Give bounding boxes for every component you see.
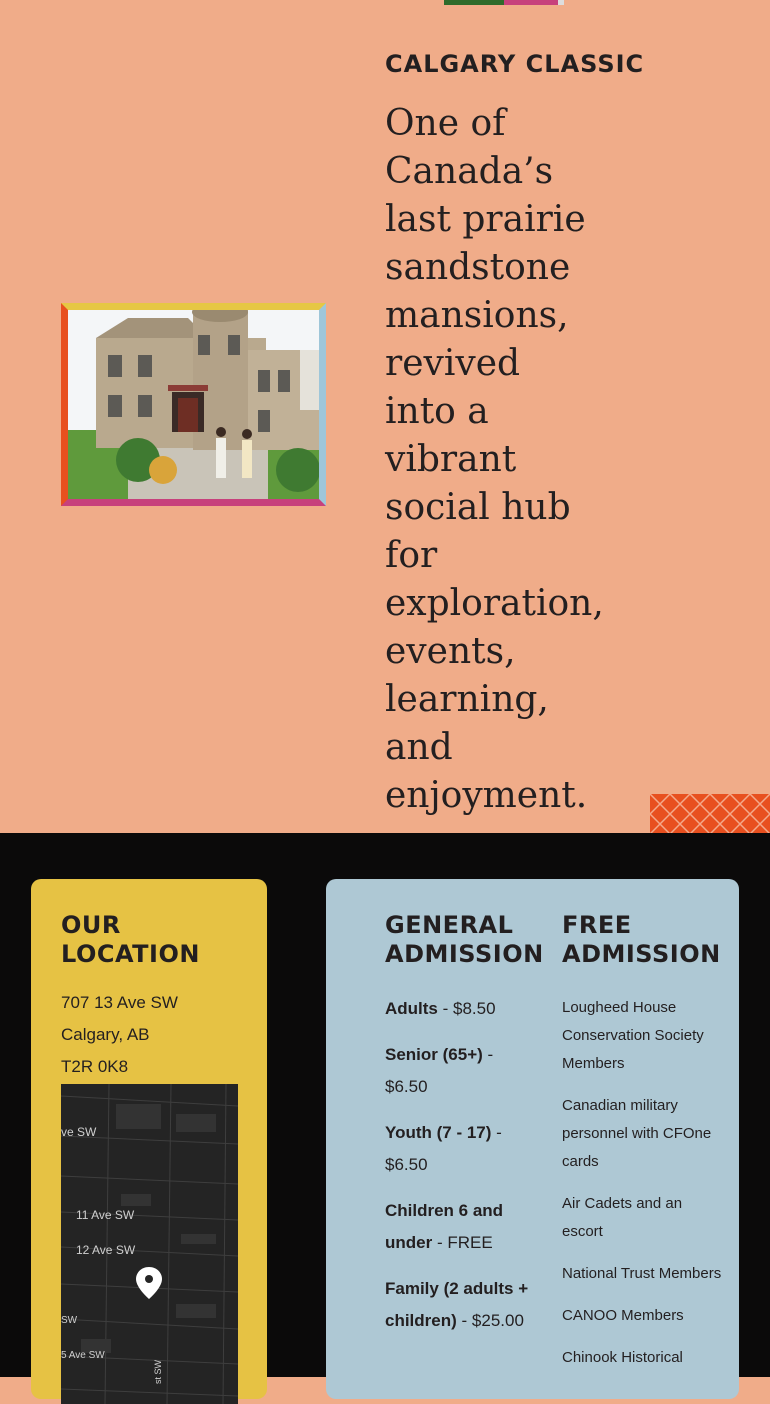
- general-admission-column: [385, 911, 544, 1351]
- free-admission-column: [562, 911, 722, 1386]
- price-item: Children 6 and under - FREE: [385, 1201, 504, 1252]
- price-item: Family (2 adults + children) - $25.00: [385, 1279, 529, 1330]
- list-item: Air Cadets and an escort: [562, 1195, 683, 1240]
- section-eyebrow: CALGARY CLASSIC: [385, 50, 645, 78]
- list-item: Chinook Historical: [562, 1349, 683, 1366]
- map-street-label: 5 Ave SW: [61, 1350, 105, 1361]
- address-line: 707 13 Ave SW: [61, 993, 178, 1012]
- location-heading: OUR LOCATION: [61, 911, 200, 968]
- map-street-label: st SW: [153, 1360, 163, 1384]
- intro-lead-text: One of Canada’s last prairie sandstone mansions, revived into a vibrant social hub for exploration, events, learning, and enjoyment.: [385, 103, 604, 816]
- map-street-label: 12 Ave SW: [76, 1243, 136, 1257]
- price-item: Youth (7 - 17) - $6.50: [385, 1123, 502, 1174]
- map-street-label: ve SW: [61, 1125, 97, 1139]
- location-map[interactable]: [61, 1084, 238, 1404]
- price-item: Adults - $8.50: [385, 999, 496, 1018]
- list-item: National Trust Members: [562, 1265, 722, 1282]
- mansion-photo: [61, 303, 326, 506]
- free-admission-heading: FREE ADMISSION: [562, 911, 721, 968]
- list-item: Lougheed House Conservation Society Members: [562, 999, 704, 1072]
- location-card: [31, 879, 267, 1399]
- decorative-color-strip: [444, 0, 564, 5]
- address-line: T2R 0K8: [61, 1057, 129, 1076]
- free-admission-list: [562, 994, 722, 1372]
- address-block: [61, 987, 178, 1083]
- admission-card: [326, 879, 739, 1399]
- map-street-label: SW: [61, 1315, 78, 1326]
- map-street-label: 11 Ave SW: [76, 1208, 135, 1222]
- general-admission-heading: GENERAL ADMISSION: [385, 911, 544, 968]
- address-line: Calgary, AB: [61, 1025, 150, 1044]
- price-list: [385, 993, 535, 1337]
- list-item: CANOO Members: [562, 1307, 684, 1324]
- list-item: Canadian military personnel with CFOne cards: [562, 1097, 712, 1170]
- price-item: Senior (65+) - $6.50: [385, 1045, 494, 1096]
